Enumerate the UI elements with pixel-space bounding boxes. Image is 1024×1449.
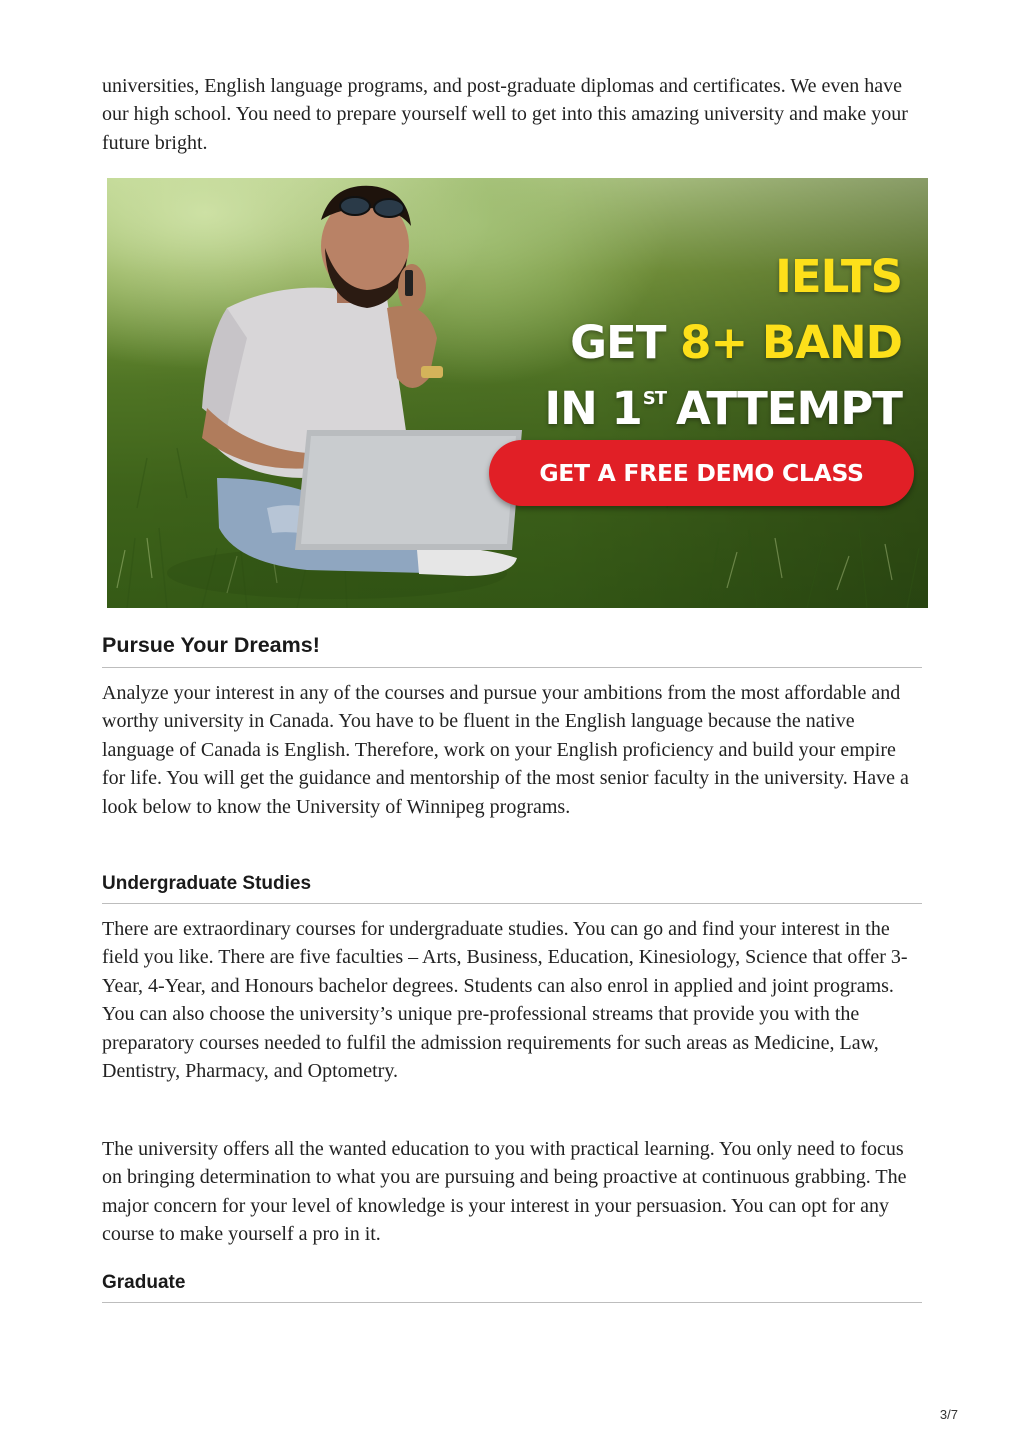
undergraduate-paragraph-1: There are extraordinary courses for undergraduate studies. You can go and find your interest in the field you like. There are five faculties – Arts, Business, Education, Kinesiology, Science that offer 3-Year, 4-Year, and Honours bachelor degrees. Students can also enrol in applied and joint programs. You can also choose the university’s unique pre-professional streams that provide you with the preparatory courses needed to fulfil the admission requirements for such areas as Medicine, Law, Dentistry, Pharmacy, and Optometry. <box>102 918 908 1083</box>
graduate-heading: Graduate <box>102 1272 922 1303</box>
free-demo-class-button[interactable]: GET A FREE DEMO CLASS <box>489 440 914 506</box>
banner-attempt-line: IN 1ST ATTEMPT <box>544 382 902 435</box>
banner-ielts-title: IELTS <box>775 250 902 303</box>
undergraduate-paragraph-2: The university offers all the wanted education to you with practical learning. You only need to focus on bringing determination to what you are pursuing and being proactive at continuous grabbing. The major concern for your level of knowledge is your interest in your persuasion. You can opt for any course to make yourself a pro in it. <box>102 1138 907 1246</box>
pursue-dreams-paragraph: Analyze your interest in any of the courses and pursue your ambitions from the most affordable and worthy university in Canada. You have to be fluent in the English language because the native language of Canada is English. Therefore, work on your English proficiency and build your empire for life. You will get the guidance and mentorship of the most senior faculty in the university. Have a look below to know the University of Winnipeg programs. <box>102 682 909 818</box>
intro-paragraph: universities, English language programs, and post-graduate diplomas and certificates. We even have our high school. You need to prepare yourself well to get into this amazing university and make your future bright. <box>102 75 908 154</box>
pursue-dreams-heading: Pursue Your Dreams! <box>102 633 922 668</box>
undergraduate-heading: Undergraduate Studies <box>102 873 922 904</box>
page-number: 3/7 <box>939 1407 958 1422</box>
banner-band-line: GET 8+ BAND <box>570 316 902 369</box>
ielts-promo-banner[interactable] <box>107 178 928 608</box>
